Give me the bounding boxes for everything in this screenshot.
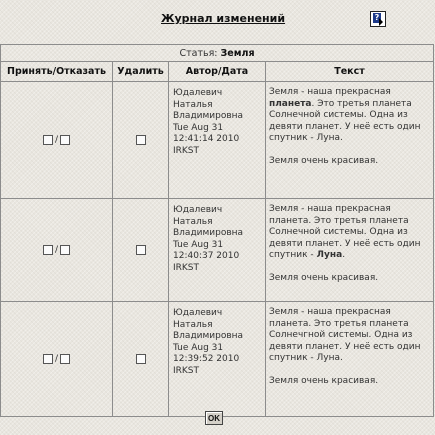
accept-reject-cell: [1, 302, 113, 417]
text-part: .: [342, 250, 346, 261]
text-paragraph: Земля очень красивая.: [269, 375, 379, 386]
delete-checkbox[interactable]: [136, 354, 146, 364]
table-row: [1, 302, 434, 417]
change-text: [266, 82, 434, 199]
text-highlight: Луна: [316, 250, 343, 261]
text-part: Земля - наша прекрасная: [269, 87, 391, 97]
help-pointer-icon[interactable]: ?: [370, 11, 386, 27]
delete-cell: [113, 82, 169, 199]
author-date: Юдалевич Наталья Владимировна Tue Aug 31 12:39:52 2010 IRKST: [169, 302, 266, 417]
article-caption: [1, 45, 434, 62]
col-author-date: Автор/Дата: [169, 62, 266, 82]
accept-checkbox[interactable]: [43, 354, 53, 364]
change-text: [266, 199, 434, 302]
ok-button[interactable]: OK: [205, 411, 223, 425]
text-part: Земля - наша прекрасная планета. Это третья планета Солнечной системы. Одна из девяти планет. У неё есть один спутник -: [269, 204, 421, 261]
delete-cell: [113, 199, 169, 302]
delete-checkbox[interactable]: [136, 245, 146, 255]
col-accept-reject: Принять/Отказать: [1, 62, 113, 82]
changes-table: [0, 44, 434, 417]
text-paragraph: Земля очень красивая.: [269, 272, 379, 283]
text-part: Земля - наша прекрасная планета. Это третья планета Солнечгной системы. Одна из девяти планет. У неё есть один спутник - Луна.: [269, 307, 421, 364]
separator: /: [54, 353, 59, 364]
table-row: [1, 199, 434, 302]
accept-reject-cell: [1, 82, 113, 199]
change-text: [266, 302, 434, 417]
reject-checkbox[interactable]: [60, 135, 70, 145]
separator: /: [54, 134, 59, 145]
delete-cell: [113, 302, 169, 417]
accept-checkbox[interactable]: [43, 245, 53, 255]
text-part: . Это третья планета Солнечной системы. Одна из девяти планет. У неё есть один спутник - Луна.: [269, 98, 421, 144]
text-highlight: планета: [269, 98, 312, 109]
separator: /: [54, 244, 59, 255]
reject-checkbox[interactable]: [60, 354, 70, 364]
text-paragraph: Земля очень красивая.: [269, 155, 379, 166]
col-text: Текст: [266, 62, 434, 82]
table-row: [1, 82, 434, 199]
accept-reject-cell: [1, 199, 113, 302]
delete-checkbox[interactable]: [136, 135, 146, 145]
article-label: Статья:: [179, 47, 218, 59]
col-delete: Удалить: [113, 62, 169, 82]
reject-checkbox[interactable]: [60, 245, 70, 255]
changelog-title-link[interactable]: Журнал изменений: [161, 12, 286, 25]
article-name: Земля: [220, 47, 255, 59]
accept-checkbox[interactable]: [43, 135, 53, 145]
author-date: Юдалевич Наталья Владимировна Tue Aug 31 12:41:14 2010 IRKST: [169, 82, 266, 199]
author-date: Юдалевич Наталья Владимировна Tue Aug 31 12:40:37 2010 IRKST: [169, 199, 266, 302]
